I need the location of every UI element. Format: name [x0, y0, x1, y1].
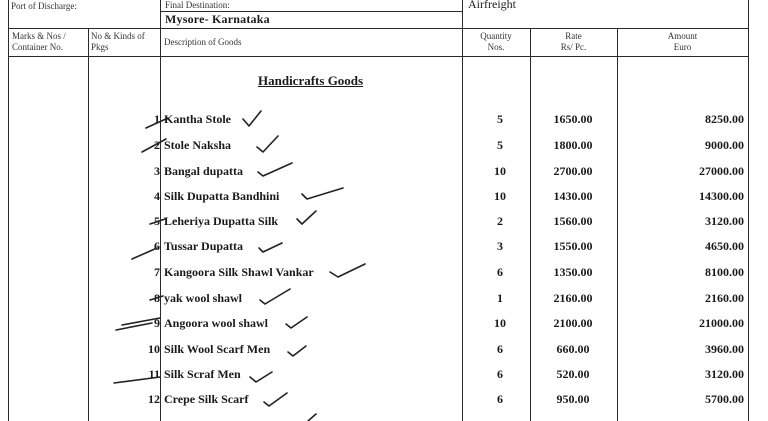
table-row — [0, 214, 768, 238]
row-rate: 1650.00 — [553, 112, 593, 126]
col-rate-line1: Rate — [565, 31, 582, 41]
row-quantity: 5 — [497, 112, 503, 126]
row-serial: 11 — [148, 367, 160, 381]
row-description: yak wool shawl — [164, 291, 243, 305]
row-amount: 3120.00 — [705, 214, 744, 228]
table-row — [0, 189, 768, 213]
row-amount: 4650.00 — [705, 239, 744, 253]
row-quantity: 10 — [494, 316, 506, 330]
row-quantity: 3 — [497, 239, 503, 253]
row-rate: 2700.00 — [553, 164, 593, 178]
port-of-discharge-label: Port of Discharge: — [11, 1, 77, 11]
row-serial: 1 — [154, 112, 160, 126]
row-serial: 9 — [154, 316, 160, 330]
table-row — [0, 164, 768, 188]
row-description: Tussar Dupatta — [164, 239, 244, 253]
row-rate: 1800.00 — [553, 138, 593, 152]
row-amount: 9000.00 — [705, 138, 744, 152]
row-amount: 14300.00 — [699, 189, 744, 203]
row-rate: 1560.00 — [553, 214, 593, 228]
row-amount: 2160.00 — [705, 291, 744, 305]
table-row — [0, 265, 768, 289]
col-marks-line1: Marks & Nos / — [12, 31, 66, 41]
row-amount: 3120.00 — [705, 367, 744, 381]
row-amount: 5700.00 — [705, 392, 744, 406]
col-kinds-line1: No & Kinds of — [91, 31, 145, 41]
row-amount: 8250.00 — [705, 112, 744, 126]
row-quantity: 6 — [497, 265, 503, 279]
rule-column-headers — [8, 56, 748, 57]
row-description: Bangal dupatta — [164, 164, 244, 178]
col-kinds-line2: Pkgs — [91, 42, 109, 52]
table-row — [0, 316, 768, 340]
table-row — [0, 112, 768, 136]
row-quantity: 1 — [497, 291, 503, 305]
row-serial: 8 — [154, 291, 160, 305]
row-serial: 5 — [154, 214, 160, 228]
row-description: Kantha Stole — [164, 112, 232, 126]
row-quantity: 2 — [497, 214, 503, 228]
final-destination-label: Final Destination: — [165, 0, 230, 10]
col-amount-line1: Amount — [667, 31, 698, 41]
shipment-mode: Airfreight — [468, 0, 516, 11]
row-rate: 1550.00 — [553, 239, 593, 253]
row-rate: 2160.00 — [553, 291, 593, 305]
col-rate-line2: Rs/ Pc. — [560, 42, 587, 52]
row-quantity: 6 — [497, 392, 503, 406]
row-description: Silk Scraf Men — [164, 367, 241, 381]
row-amount: 3960.00 — [705, 342, 744, 356]
row-amount: 27000.00 — [699, 164, 744, 178]
table-row — [0, 367, 768, 391]
col-amount-line2: Euro — [673, 42, 692, 52]
row-rate: 1350.00 — [553, 265, 593, 279]
row-serial: 12 — [148, 392, 160, 406]
rule-header-bottom — [8, 28, 748, 29]
row-quantity: 10 — [494, 189, 506, 203]
row-serial: 7 — [154, 265, 160, 279]
row-description: Silk Dupatta Bandhini — [164, 189, 280, 203]
row-serial: 3 — [154, 164, 160, 178]
row-description: Angoora wool shawl — [164, 316, 269, 330]
row-quantity: 6 — [497, 367, 503, 381]
row-rate: 950.00 — [556, 392, 590, 406]
final-destination-value: Mysore- Karnataka — [165, 12, 270, 26]
row-amount: 21000.00 — [699, 316, 744, 330]
row-serial: 4 — [154, 189, 160, 203]
row-rate: 660.00 — [556, 342, 590, 356]
row-amount: 8100.00 — [705, 265, 744, 279]
col-quantity-line1: Quantity — [480, 31, 512, 41]
table-row — [0, 291, 768, 315]
row-serial: 2 — [154, 138, 160, 152]
row-rate: 2100.00 — [553, 316, 593, 330]
table-row — [0, 392, 768, 416]
row-rate: 520.00 — [556, 367, 590, 381]
col-description: Description of Goods — [164, 37, 242, 47]
table-row — [0, 239, 768, 263]
row-description: Silk Wool Scarf Men — [164, 342, 271, 356]
row-quantity: 6 — [497, 342, 503, 356]
table-row — [0, 342, 768, 366]
row-quantity: 10 — [494, 164, 506, 178]
section-title: Handicrafts Goods — [258, 73, 364, 88]
col-marks-line2: Container No. — [12, 42, 63, 52]
row-serial: 6 — [154, 239, 160, 253]
row-description: Stole Naksha — [164, 138, 232, 152]
row-description: Crepe Silk Scarf — [164, 392, 249, 406]
row-description: Leheriya Dupatta Silk — [164, 214, 279, 228]
row-description: Kangoora Silk Shawl Vankar — [164, 265, 314, 279]
row-quantity: 5 — [497, 138, 503, 152]
row-rate: 1430.00 — [553, 189, 593, 203]
col-quantity-line2: Nos. — [487, 42, 505, 52]
table-row — [0, 138, 768, 162]
row-serial: 10 — [148, 342, 160, 356]
